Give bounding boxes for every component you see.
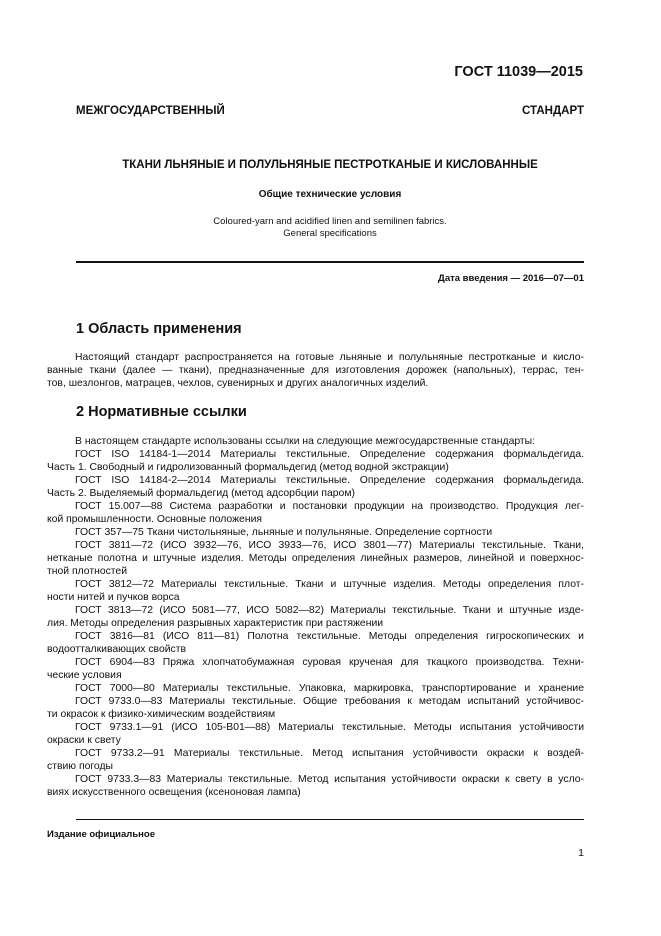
reference-line: ГОСТ 3812—72 Материалы текстильные. Ткани и штучные изделия. Методы определения плот- [75,579,584,590]
reference-line: Часть 2. Выделяемый формальдегид (метод адсорбции паром) [47,488,355,499]
reference-line: ГОСТ ISO 14184-2—2014 Материалы текстильные. Определение содержания формальдегида. [75,475,584,486]
official-edition-label: Издание официальное [47,829,155,840]
reference-line: виях искусственного освещения (ксеноновая лампа) [47,787,301,798]
reference-line: тной плотностей [47,566,128,577]
reference-line: ГОСТ 3813—72 (ИСО 5081—77, ИСО 5082—82) Материалы текстильные. Ткани и штучные изде- [75,605,584,616]
reference-line: лия. Методы определения разрывных характеристик при растяжении [47,618,384,629]
reference-line: ГОСТ 3816—81 (ИСО 811—81) Полотна текстильные. Методы определения гигроскопических и [75,631,584,642]
text-line: тов, шезлонгов, матрацев, чехлов, сувенирных и других аналогичных изделий. [47,378,429,389]
reference-line: ГОСТ 3811—72 (ИСО 3932—76, ИСО 3933—76, ИСО 3801—77) Материалы текстильные. Ткани, [75,540,584,551]
reference-line: ти окрасок к физико-химическим воздействиям [47,709,276,720]
introduction-date: Дата введения — 2016—07—01 [438,273,584,284]
text-line: В настоящем стандарте использованы ссылки на следующие межгосударственные стандарты: [75,436,536,447]
section-1-heading: 1 Область применения [76,321,242,337]
text-line: ванные ткани (далее — ткани), предназначенные для изготовления дорожек (напольных), террас, тен- [47,365,584,376]
interstate-standard-banner: МЕЖГОСУДАРСТВЕННЫЙ СТАНДАРТ [76,105,584,117]
reference-line: ГОСТ 7000—80 Материалы текстильные. Упаковка, маркировка, транспортирование и хранение [75,683,584,694]
english-title-line-2: General specifications [283,228,377,239]
reference-line: ГОСТ 15.007—88 Система разработки и постановки продукции на производство. Продукция лег- [75,501,584,512]
reference-line: нетканые полотна и штучные изделия. Методы определения линейных размеров, линейной и поверхнос- [47,553,584,564]
title-divider [76,261,584,263]
reference-line: водоотталкивающих свойств [47,644,187,655]
reference-line: ности нитей и пучков ворса [47,592,180,603]
reference-line: ствию погоды [47,761,114,772]
page-number: 1 [578,847,584,859]
reference-line: ГОСТ 9733.0—83 Материалы текстильные. Общие требования к методам испытаний устойчивос- [75,696,584,707]
reference-line: ческие условия [47,670,122,681]
reference-line: ГОСТ ISO 14184-1—2014 Материалы текстильные. Определение содержания формальдегида. [75,449,584,460]
reference-line: ГОСТ 9733.2—91 Материалы текстильные. Метод испытания устойчивости окраски к воздей- [75,748,584,759]
section-2-heading: 2 Нормативные ссылки [76,404,247,420]
reference-line: ГОСТ 357—75 Ткани чистольняные, льняные и полульняные. Определение сортности [75,527,493,538]
footer-divider [76,819,584,820]
reference-line: ГОСТ 9733.1—91 (ИСО 105-B01—88) Материалы текстильные. Методы испытания устойчивости [75,722,584,733]
reference-line: Часть 1. Свободный и гидролизованный формальдегид (метод водной экстракции) [47,462,449,473]
reference-line: ГОСТ 9733.3—83 Материалы текстильные. Метод испытания устойчивости окраски к свету в усло- [75,774,584,785]
normative-references-list [47,435,584,799]
english-title-line-1: Coloured-yarn and acidified linen and semilinen fabrics. [213,216,447,227]
section-1-paragraph [47,351,584,390]
reference-line: окраски к свету [47,735,121,746]
reference-line: ГОСТ 6904—83 Пряжа хлопчатобумажная суровая крученая для ткацкого производства. Техни- [75,657,584,668]
gost-code: ГОСТ 11039—2015 [454,64,583,80]
text-line: Настоящий стандарт распространяется на готовые льняные и полульняные пестротканые и кисло- [75,352,584,363]
document-subtitle: Общие технические условия [258,189,402,200]
document-title: ТКАНИ ЛЬНЯНЫЕ И ПОЛУЛЬНЯНЫЕ ПЕСТРОТКАНЫЕ И КИСЛОВАННЫЕ [122,159,538,171]
reference-line: кой промышленности. Основные положения [47,514,262,525]
